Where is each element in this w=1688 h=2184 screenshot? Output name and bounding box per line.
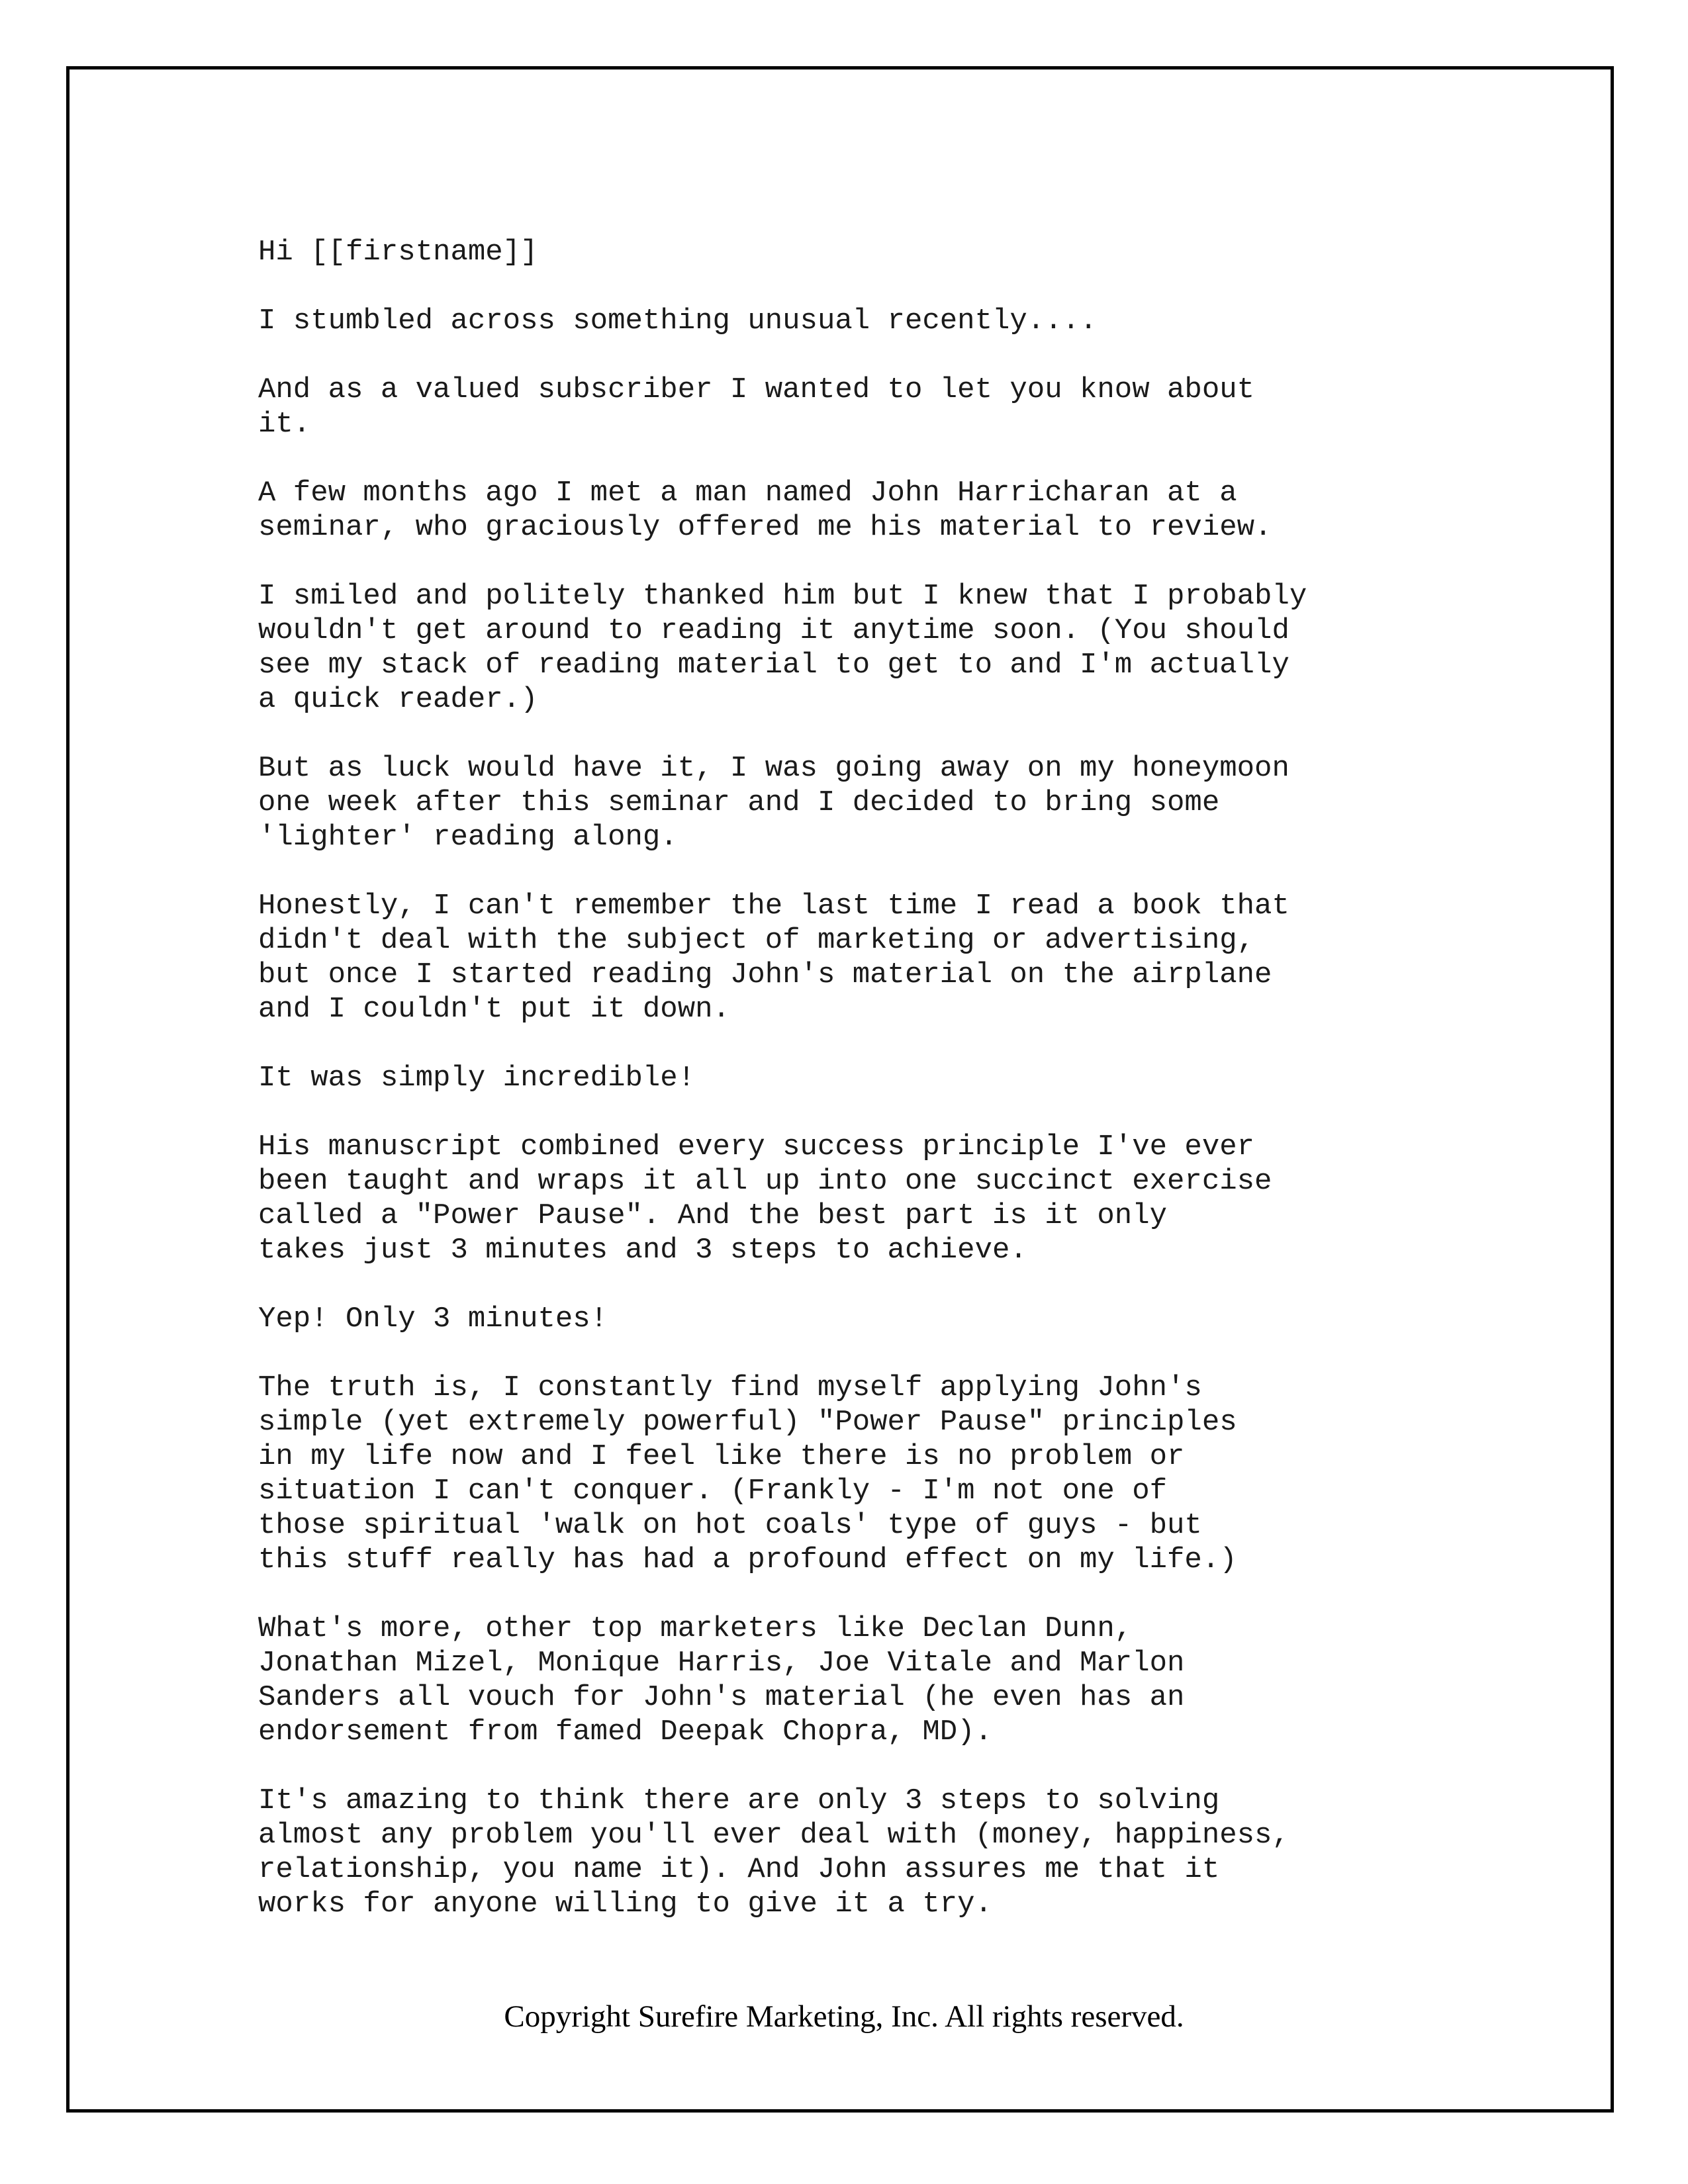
paragraph: Honestly, I can't remember the last time I read a book that didn't deal with the subject of marketing or advertising, but once I started reading John's material on the airplane and I couldn't put it down. — [258, 889, 1289, 1026]
paragraph: A few months ago I met a man named John Harricharan at a seminar, who graciously offered me his material to review. — [258, 477, 1272, 544]
paragraph: And as a valued subscriber I wanted to let you know about it. — [258, 373, 1255, 441]
paragraph: What's more, other top marketers like Declan Dunn, Jonathan Mizel, Monique Harris, Joe Vitale and Marlon Sanders all vouch for John's material (he even has an endorsement from famed Deepak Chopra, MD). — [258, 1612, 1185, 1749]
copyright-footer: Copyright Surefire Marketing, Inc. All rights reserved. — [504, 1999, 1184, 2034]
email-body — [258, 235, 1383, 1956]
paragraph: I smiled and politely thanked him but I knew that I probably wouldn't get around to reading it anytime soon. (You should see my stack of reading material to get to and I'm actually a quick reader.) — [258, 580, 1307, 716]
greeting: Hi [[firstname]] — [258, 236, 538, 269]
paragraph: The truth is, I constantly find myself applying John's simple (yet extremely powerful) "Power Pause" principles in my life now and I feel like there is no problem or situation I can't conquer. (Frankly - I'm not one of those spiritual 'walk on hot coals' type of guys - but this stuff really has had a profound effect on my life.) — [258, 1371, 1237, 1576]
paragraph: It's amazing to think there are only 3 steps to solving almost any problem you'll ever deal with (money, happiness, relationship, you name it). And John assures me that it works for anyone willing to give it a try. — [258, 1784, 1289, 1921]
paragraph: It was simply incredible! — [258, 1062, 696, 1095]
paragraph: His manuscript combined every success principle I've ever been taught and wraps it all up into one succinct exercise called a "Power Pause". And the best part is it only takes just 3 minutes and 3 steps to achieve. — [258, 1130, 1272, 1267]
paragraph: I stumbled across something unusual recently.... — [258, 304, 1098, 338]
paragraph: But as luck would have it, I was going away on my honeymoon one week after this seminar and I decided to bring some 'lighter' reading along. — [258, 752, 1289, 854]
paragraph: Yep! Only 3 minutes! — [258, 1302, 608, 1336]
